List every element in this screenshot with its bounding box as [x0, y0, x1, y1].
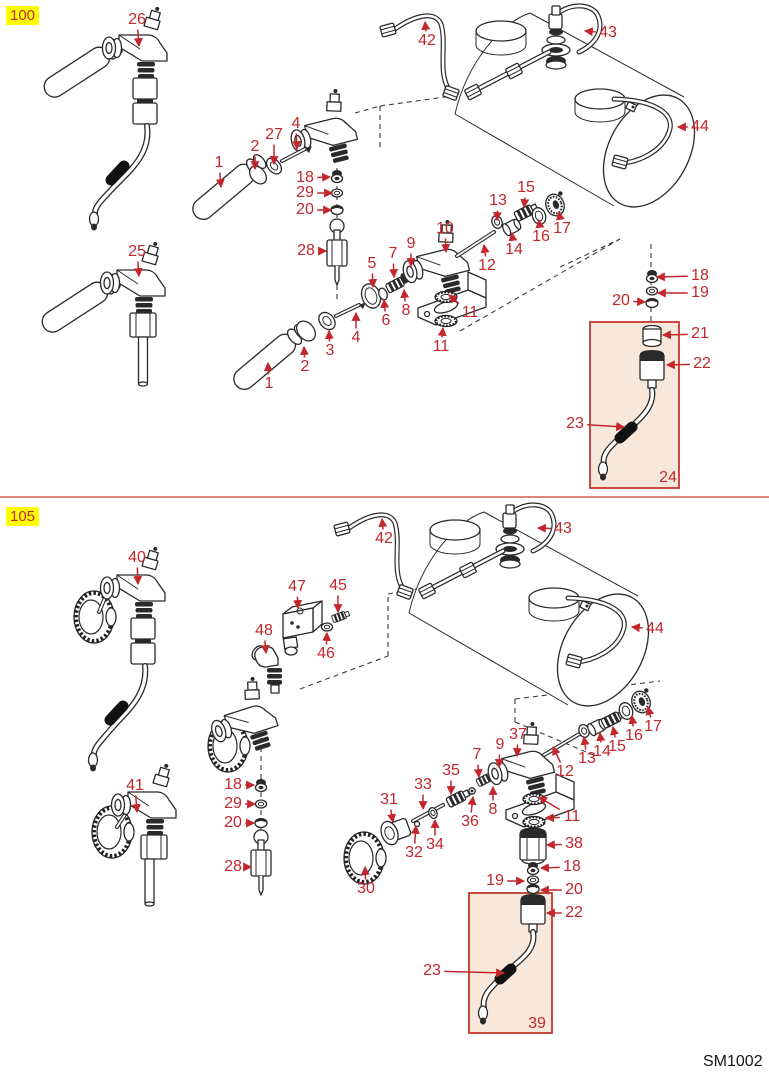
part-label-39: 39: [528, 1015, 546, 1032]
part-label-1: 1: [264, 375, 274, 392]
part-label-47: 47: [288, 578, 306, 595]
steam-valve-100-exploded: [281, 85, 361, 285]
leader-arrow-40: [137, 568, 138, 585]
part-label-46: 46: [317, 645, 335, 662]
leader-arrow-30: [365, 867, 366, 880]
leader-arrow-31: [391, 810, 393, 823]
valve-26-assembly: [40, 5, 167, 231]
part-label-19: 19: [486, 872, 504, 889]
part-label-38: 38: [565, 835, 583, 852]
part-label-21: 21: [691, 325, 709, 342]
valve-10-assembly: [393, 191, 569, 327]
leader-arrow-21: [663, 334, 688, 335]
part-label-34: 34: [426, 836, 444, 853]
leader-arrow-42: [382, 519, 383, 530]
part-label-11: 11: [563, 808, 581, 825]
part-label-20: 20: [224, 814, 242, 831]
part-label-13: 13: [489, 192, 507, 209]
part-label-26: 26: [128, 11, 146, 28]
part-label-31: 31: [380, 791, 398, 808]
part-label-17: 17: [553, 220, 571, 237]
leader-arrow-1: [268, 363, 269, 375]
part-label-22: 22: [565, 904, 583, 921]
valve-37-assembly: [478, 688, 655, 828]
part-label-44: 44: [691, 118, 709, 135]
leader-arrow-8: [404, 290, 405, 302]
part-label-43: 43: [599, 24, 617, 41]
part-label-16: 16: [625, 727, 643, 744]
leader-arrow-4: [296, 134, 297, 150]
part-label-29: 29: [296, 184, 314, 201]
handle-set-bottom: [230, 302, 366, 394]
valve-25-assembly: [38, 240, 165, 386]
leader-arrow-3: [329, 331, 330, 342]
part-label-14: 14: [593, 743, 611, 760]
part-label-18: 18: [296, 169, 314, 186]
part-label-20: 20: [296, 201, 314, 218]
part-label-1: 1: [214, 154, 224, 171]
leader-arrow-44: [632, 627, 643, 628]
part-label-12: 12: [556, 763, 574, 780]
part-label-14: 14: [505, 241, 523, 258]
part-label-28: 28: [297, 242, 315, 259]
leader-arrow-37: [517, 745, 518, 757]
part-label-35: 35: [442, 762, 460, 779]
part-label-36: 36: [461, 813, 479, 830]
part-label-7: 7: [472, 746, 482, 763]
part-label-43: 43: [554, 520, 572, 537]
part-label-7: 7: [388, 245, 398, 262]
part-label-32: 32: [405, 844, 423, 861]
section-divider: [0, 496, 769, 498]
part-label-18: 18: [224, 776, 242, 793]
part-label-45: 45: [329, 577, 347, 594]
leader-arrow-14: [600, 733, 601, 743]
part-label-30: 30: [357, 880, 375, 897]
leader-arrow-7: [478, 765, 479, 778]
section-tag-105: 105: [6, 507, 39, 526]
part-label-3: 3: [325, 342, 335, 359]
part-label-19: 19: [691, 284, 709, 301]
leader-arrow-13: [497, 211, 498, 221]
leader-arrow-36: [471, 797, 473, 813]
section-tag-100: 100: [6, 6, 39, 25]
leader-arrow-32: [415, 826, 416, 844]
leader-arrow-15: [524, 198, 525, 208]
leader-arrow-10: [445, 239, 446, 253]
leader-arrow-22: [667, 364, 690, 365]
part-label-9: 9: [406, 235, 416, 252]
knob-chain-30-36: [344, 766, 502, 885]
leader-arrow-13: [584, 737, 586, 750]
part-label-18: 18: [563, 858, 581, 875]
leader-arrow-43: [585, 31, 596, 32]
leader-arrow-18: [541, 867, 560, 868]
leader-arrow-9: [499, 755, 500, 768]
leader-arrow-5: [372, 274, 373, 288]
part-label-25: 25: [128, 243, 146, 260]
leader-arrow-7: [393, 264, 394, 278]
part-label-4: 4: [351, 329, 361, 346]
leader-arrow-15: [613, 727, 615, 738]
part-label-15: 15: [608, 738, 626, 755]
part-label-42: 42: [375, 530, 393, 547]
valve-40-assembly: [74, 545, 165, 772]
part-label-20: 20: [565, 881, 583, 898]
leader-arrow-11: [546, 817, 560, 818]
leader-arrow-12: [484, 245, 486, 257]
part-label-16: 16: [532, 228, 550, 245]
part-label-28: 28: [224, 858, 242, 875]
part-label-41: 41: [126, 777, 144, 794]
leader-arrow-47: [297, 597, 298, 609]
part-label-40: 40: [128, 549, 146, 566]
part-label-22: 22: [693, 355, 711, 372]
part-label-6: 6: [381, 312, 391, 329]
leader-arrow-18: [317, 177, 330, 178]
part-label-8: 8: [488, 801, 498, 818]
solenoid-valve-47-group: [249, 601, 350, 693]
leader-arrow-6: [384, 300, 385, 312]
part-label-27: 27: [265, 126, 283, 143]
leader-arrow-43: [538, 528, 551, 529]
part-label-42: 42: [418, 32, 436, 49]
handle-set-top: [189, 146, 312, 224]
valve-41-assembly: [92, 762, 176, 906]
part-label-48: 48: [255, 622, 273, 639]
part-label-29: 29: [224, 795, 242, 812]
part-label-5: 5: [367, 255, 377, 272]
part-label-23: 23: [566, 415, 584, 432]
part-label-33: 33: [414, 776, 432, 793]
leader-arrow-14: [512, 233, 513, 241]
part-label-8: 8: [401, 302, 411, 319]
leader-arrow-46: [326, 633, 327, 645]
leader-arrow-16: [632, 716, 633, 727]
drawing-code: SM1002: [703, 1053, 763, 1070]
part-label-11: 11: [461, 304, 479, 321]
part-label-13: 13: [578, 750, 596, 767]
leader-arrow-42: [425, 22, 426, 32]
part-label-37: 37: [509, 726, 527, 743]
part-label-2: 2: [300, 358, 310, 375]
part-label-20: 20: [612, 292, 630, 309]
part-label-2: 2: [250, 138, 260, 155]
part-label-17: 17: [644, 718, 662, 735]
leader-arrow-2: [304, 347, 305, 358]
part-label-9: 9: [495, 736, 505, 753]
part-label-24: 24: [659, 469, 677, 486]
part-label-4: 4: [291, 115, 301, 132]
leader-arrow-11: [442, 328, 443, 338]
part-label-10: 10: [436, 220, 454, 237]
leader-arrow-18: [657, 276, 688, 277]
part-label-11: 11: [432, 338, 450, 355]
part-label-44: 44: [646, 620, 664, 637]
part-label-15: 15: [517, 179, 535, 196]
leader-arrow-38: [547, 844, 562, 845]
part-label-12: 12: [478, 257, 496, 274]
part-label-18: 18: [691, 267, 709, 284]
steam-valve-105-exploded: [199, 672, 283, 895]
leader-arrow-16: [539, 220, 540, 228]
part-label-23: 23: [423, 962, 441, 979]
